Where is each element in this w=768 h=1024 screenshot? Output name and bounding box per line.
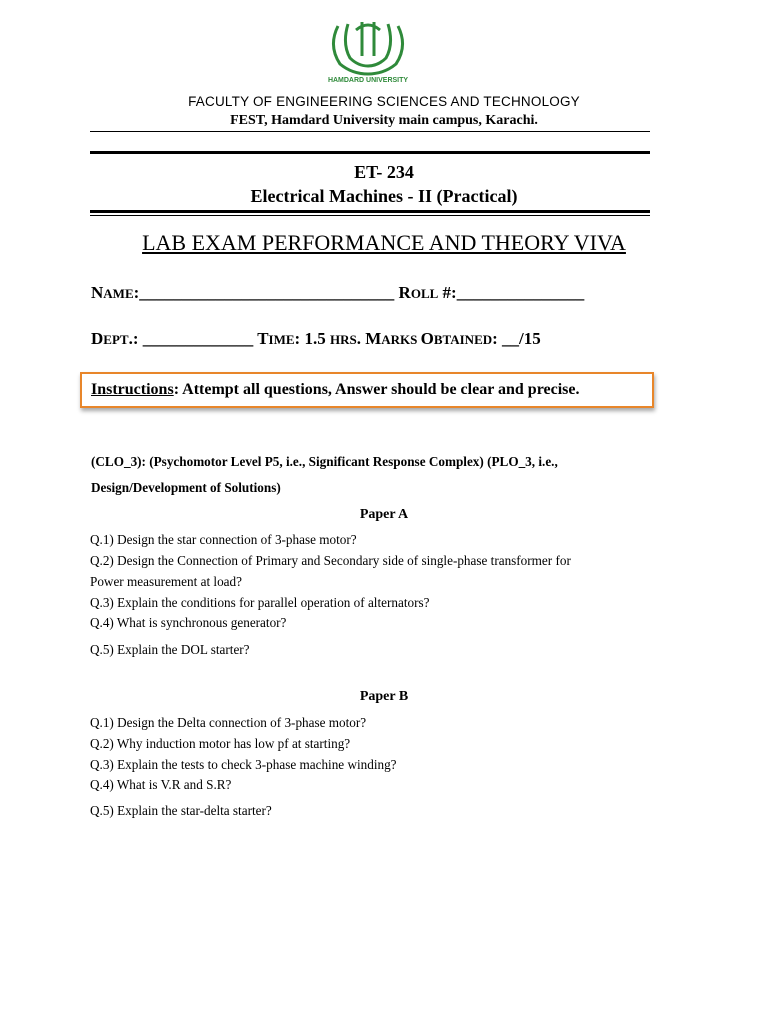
- campus-line: FEST, Hamdard University main campus, Karachi.: [230, 113, 538, 128]
- instructions-text: : Attempt all questions, Answer should be clear and precise.: [173, 381, 580, 398]
- time-label: TIME: [257, 329, 295, 348]
- dept-blank[interactable]: _____________: [142, 329, 254, 348]
- paper-b-heading: Paper B: [359, 689, 409, 704]
- clo-line-1: (CLO_3): (Psychomotor Level P5, i.e., Significant Response Complex) (PLO_3, i.e.,: [91, 454, 558, 469]
- name-roll-line: [91, 283, 584, 303]
- divider: [90, 131, 650, 132]
- dept-label: DEPT.:: [91, 329, 143, 348]
- university-logo: [318, 16, 418, 90]
- roll-label: ROLL #:: [398, 283, 457, 302]
- paper-a-q4: Q.4) What is synchronous generator?: [90, 615, 287, 630]
- paper-a-q1: Q.1) Design the star connection of 3-phase motor?: [90, 532, 357, 547]
- paper-b-q4: Q.4) What is V.R and S.R?: [90, 777, 232, 792]
- paper-a-q3: Q.3) Explain the conditions for parallel operation of alternators?: [90, 595, 430, 610]
- name-label: NAME:: [91, 283, 140, 302]
- paper-a-heading: Paper A: [359, 507, 409, 522]
- dept-time-marks-line: [91, 329, 541, 349]
- divider: [90, 215, 650, 216]
- marks-label: MARKS OBTAINED: [365, 329, 493, 348]
- clo-line-2: Design/Development of Solutions): [91, 480, 281, 495]
- faculty-name: FACULTY OF ENGINEERING SCIENCES AND TECHNOLOGY: [188, 94, 580, 109]
- paper-b-q1: Q.1) Design the Delta connection of 3-phase motor?: [90, 715, 367, 730]
- name-blank[interactable]: ______________________________: [139, 283, 395, 302]
- divider-thick: [90, 210, 650, 213]
- time-value: : 1.5 HRS.: [294, 329, 366, 348]
- paper-b-q3: Q.3) Explain the tests to check 3-phase machine winding?: [90, 757, 397, 772]
- course-code: ET- 234: [354, 162, 414, 182]
- paper-a-q2: Q.2) Design the Connection of Primary and Secondary side of single-phase transformer for: [90, 553, 571, 568]
- roll-blank[interactable]: _______________: [456, 283, 585, 302]
- paper-a-q2-cont: Power measurement at load?: [90, 574, 242, 589]
- paper-b-q5: Q.5) Explain the star-delta starter?: [90, 803, 272, 818]
- paper-b-q2: Q.2) Why induction motor has low pf at starting?: [90, 736, 351, 751]
- logo-text: HAMDARD UNIVERSITY: [327, 77, 409, 84]
- instructions-box: [80, 372, 654, 408]
- course-title: Electrical Machines - II (Practical): [250, 186, 518, 206]
- instructions-label: Instructions: [91, 381, 174, 398]
- marks-value: : __/15: [492, 329, 541, 348]
- divider-thick: [90, 151, 650, 154]
- exam-title: LAB EXAM PERFORMANCE AND THEORY VIVA: [142, 230, 626, 255]
- paper-a-q5: Q.5) Explain the DOL starter?: [90, 642, 250, 657]
